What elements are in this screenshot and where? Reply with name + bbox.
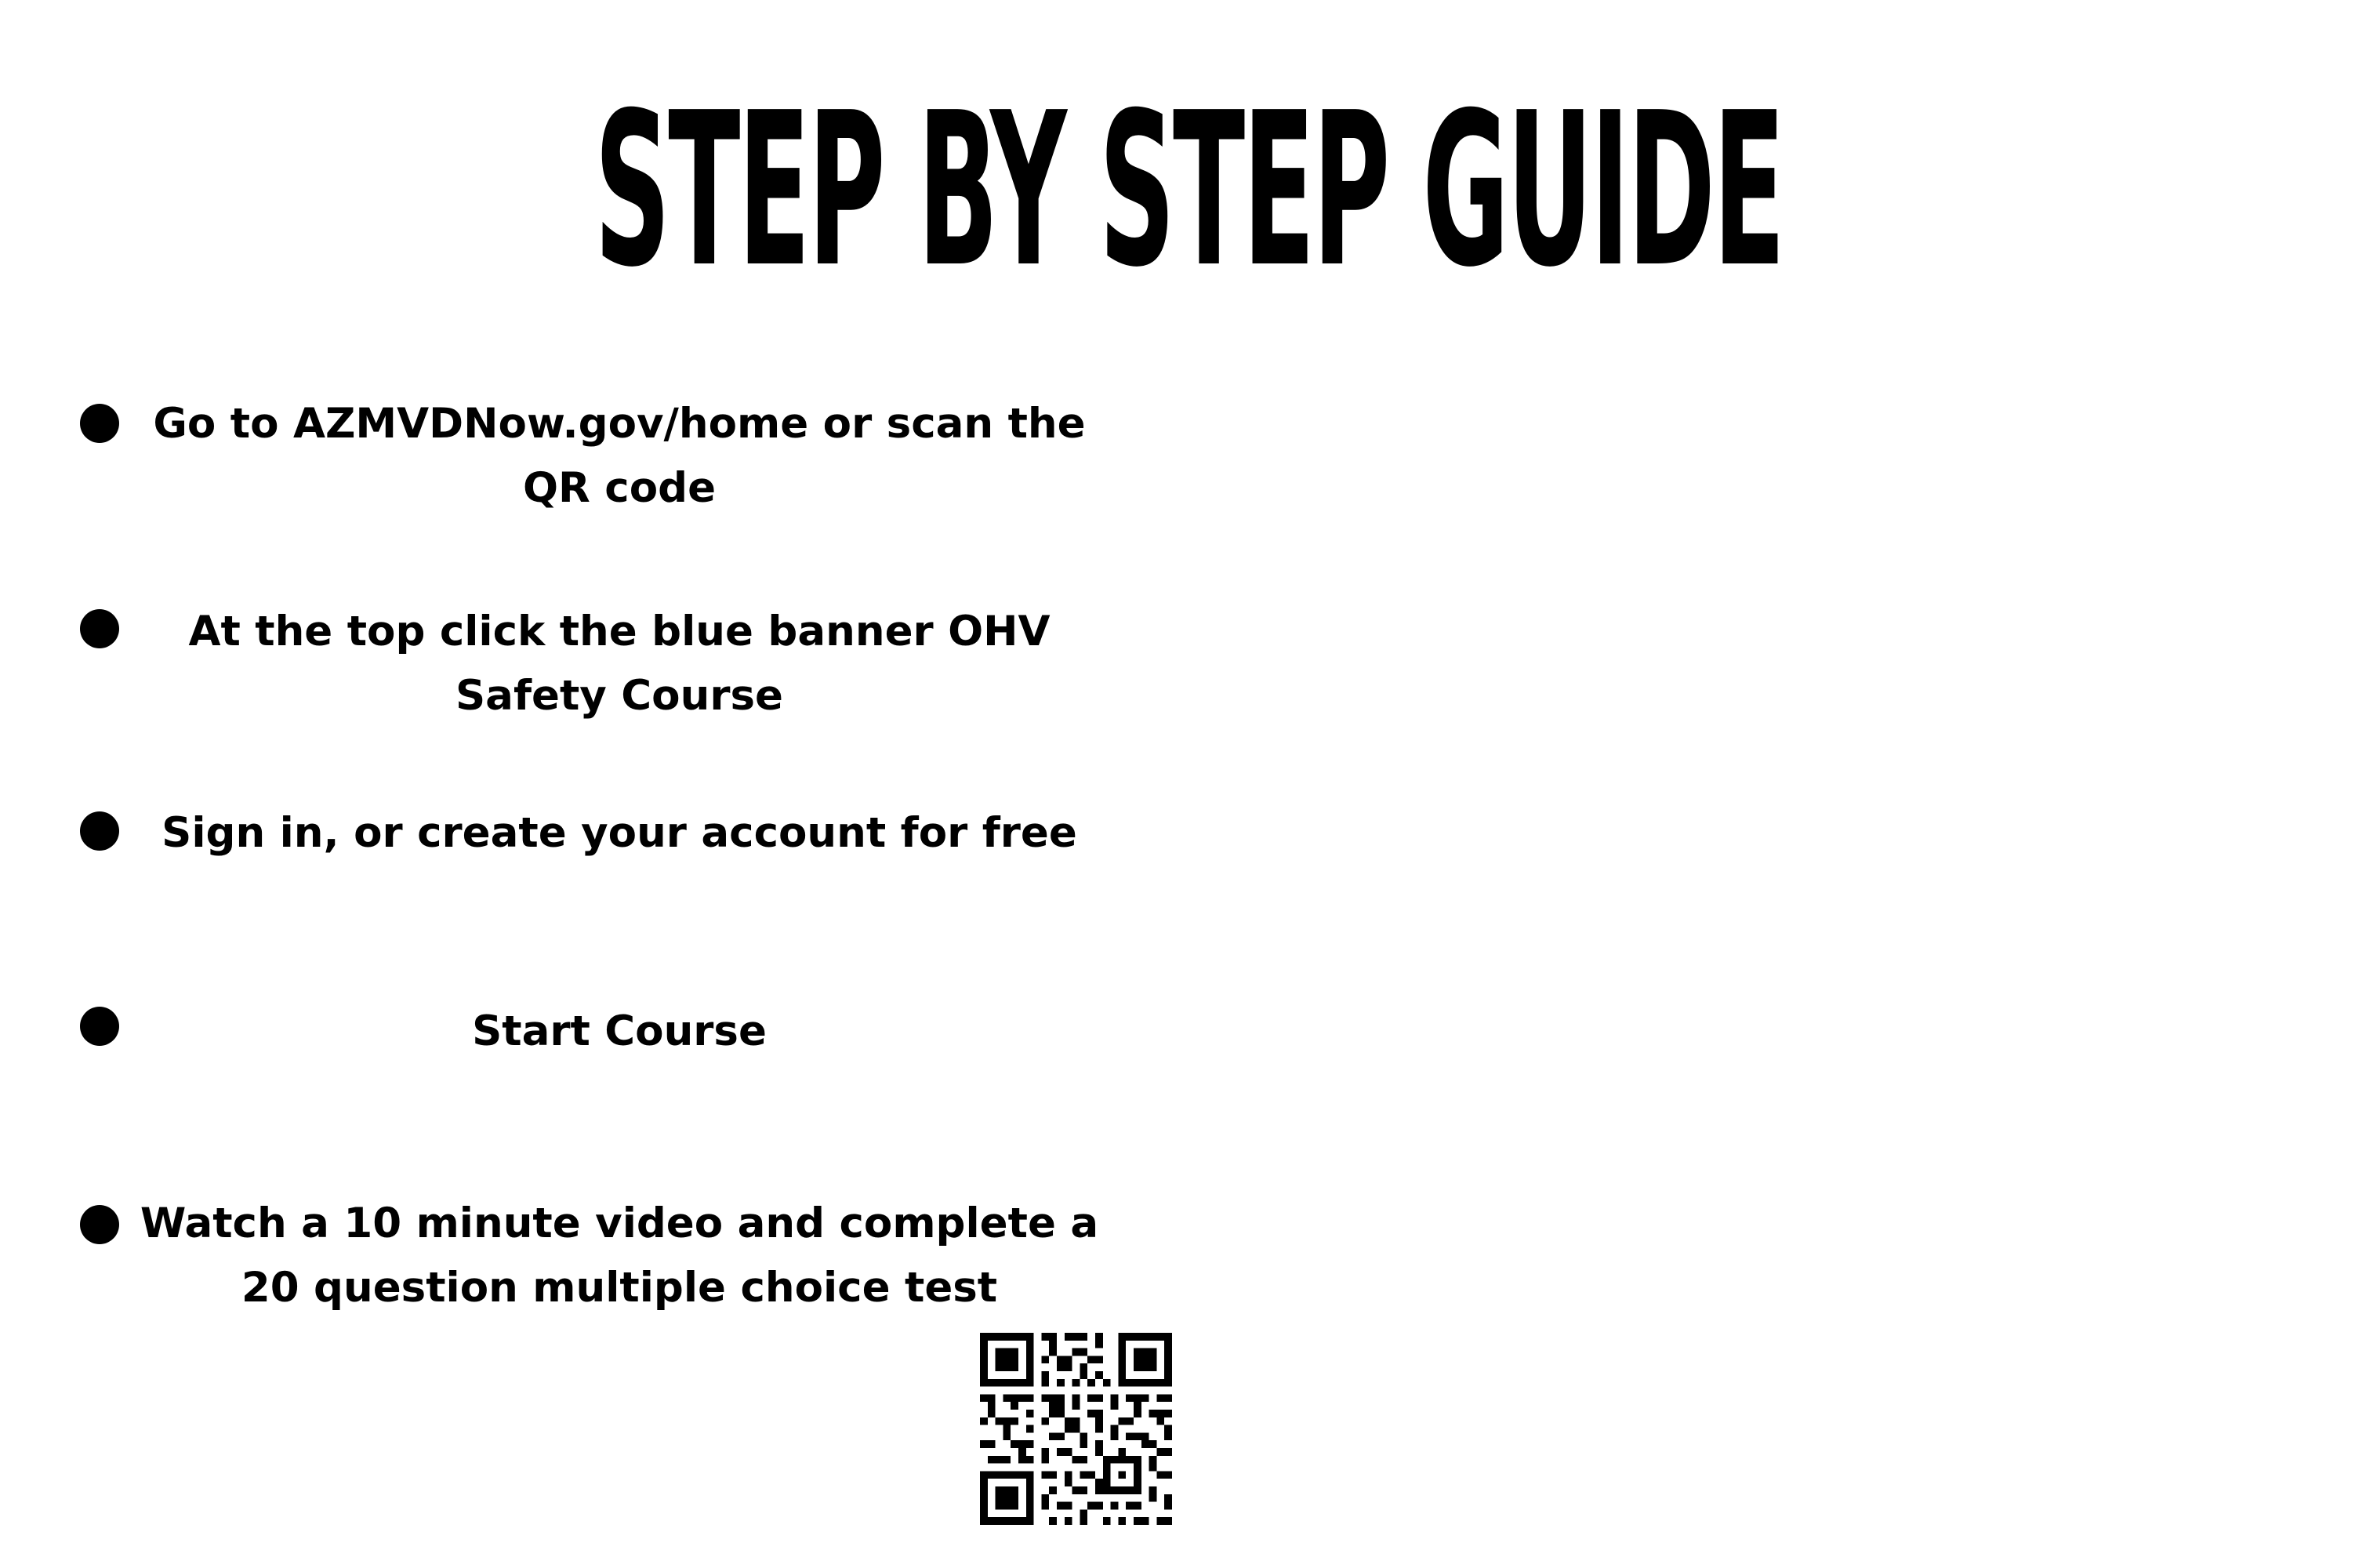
page-title — [0, 67, 1784, 314]
bullet-icon — [80, 609, 119, 648]
step-1-line-2: QR code — [522, 464, 717, 512]
step-5-line-1: Watch a 10 minute video and complete a — [140, 1200, 1099, 1247]
step-2-line-2: Safety Course — [455, 672, 783, 720]
qr-code-icon[interactable] — [980, 1333, 1172, 1525]
bullet-icon — [80, 1205, 119, 1244]
bullet-icon — [80, 1007, 119, 1046]
bullet-icon — [80, 404, 119, 443]
bullet-icon — [80, 811, 119, 851]
step-4-line-1: Start Course — [472, 1007, 767, 1055]
step-5-line-2: 20 question multiple choice test — [241, 1264, 998, 1312]
page-title-text: STEP BY STEP GUIDE — [594, 67, 1784, 314]
step-1-line-1: Go to AZMVDNow.gov/home or scan the — [153, 400, 1086, 448]
step-2-line-1: At the top click the blue banner OHV — [188, 608, 1051, 655]
step-3-line-1: Sign in, or create your account for free — [161, 809, 1077, 857]
